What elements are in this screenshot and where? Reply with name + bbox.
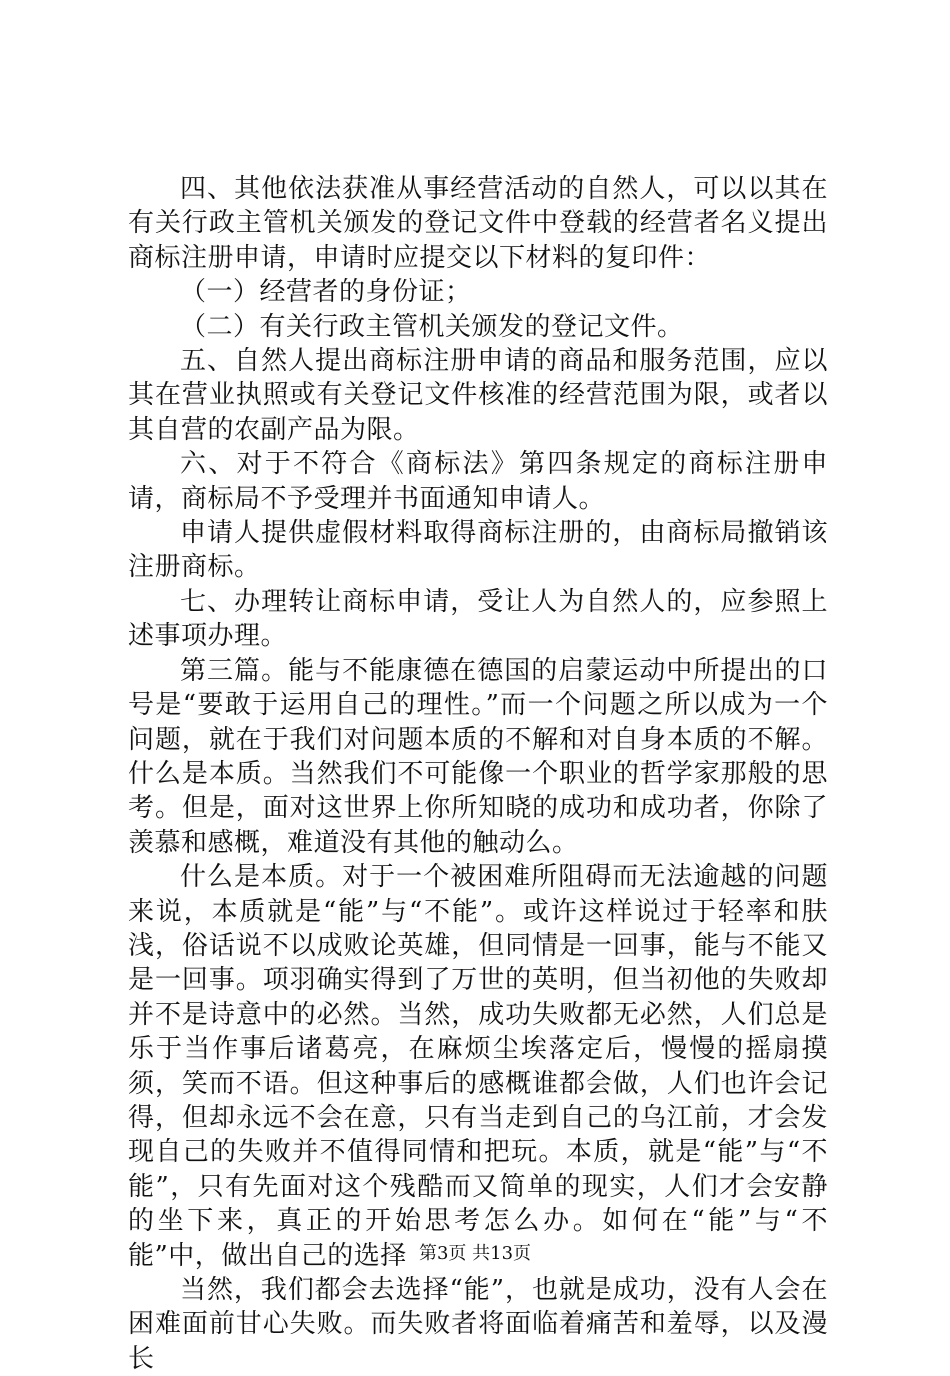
paragraph-item-6: 六、对于不符合《商标法》第四条规定的商标注册申请，商标局不予受理并书面通知申请人。 [128,449,828,514]
document-body [128,172,828,1376]
paragraph-item-4: 四、其他依法获准从事经营活动的自然人，可以以其在有关行政主管机关颁发的登记文件中登载的经营者名义提出商标注册申请，申请时应提交以下材料的复印件： [128,174,828,273]
paragraph-choice: 当然，我们都会去选择“能”，也就是成功，没有人会在困难面前甘心失败。而失败者将面临着痛苦和羞辱，以及漫长 [128,1275,828,1374]
paragraph-chapter-3: 第三篇。能与不能康德在德国的启蒙运动中所提出的口号是“要敢于运用自己的理性。”而一个问题之所以成为一个问题，就在于我们对问题本质的不解和对自身本质的不解。什么是本质。当然我们不可能像一个职业的哲学家那般的思考。但是，面对这世界上你所知晓的成功和成功者，你除了羡慕和感概，难道没有其他的触动么。 [128,655,828,858]
paragraph-essence: 什么是本质。对于一个被困难所阻碍而无法逾越的问题来说，本质就是“能”与“不能”。或许这样说过于轻率和肤浅，俗话说不以成败论英雄，但同情是一回事，能与不能又是一回事。项羽确实得到了万世的英明，但当初他的失败却并不是诗意中的必然。当然，成功失败都无必然，人们总是乐于当作事后诸葛亮，在麻烦尘埃落定后，慢慢的摇扇摸须，笑而不语。但这种事后的感概谁都会做，人们也许会记得，但却永远不会在意，只有当走到自己的乌江前，才会发现自己的失败并不值得同情和把玩。本质，就是“能”与“不能”，只有先面对这个残酷而又简单的现实，人们才会安静的坐下来，真正的开始思考怎么办。如何在“能”与“不能”中，做出自己的选择 [128,862,828,1271]
paragraph-false-materials: 申请人提供虚假材料取得商标注册的，由商标局撤销该注册商标。 [128,518,828,583]
paragraph-registration-doc: （二）有关行政主管机关颁发的登记文件。 [180,311,684,342]
paragraph-id-card: （一）经营者的身份证； [180,277,472,308]
page-footer: 第3页 共13页 [418,1243,532,1264]
paragraph-item-5: 五、自然人提出商标注册申请的商品和服务范围，应以其在营业执照或有关登记文件核准的经营范围为限，或者以其自营的农副产品为限。 [128,346,828,445]
paragraph-item-7: 七、办理转让商标申请，受让人为自然人的，应参照上述事项办理。 [128,586,828,652]
